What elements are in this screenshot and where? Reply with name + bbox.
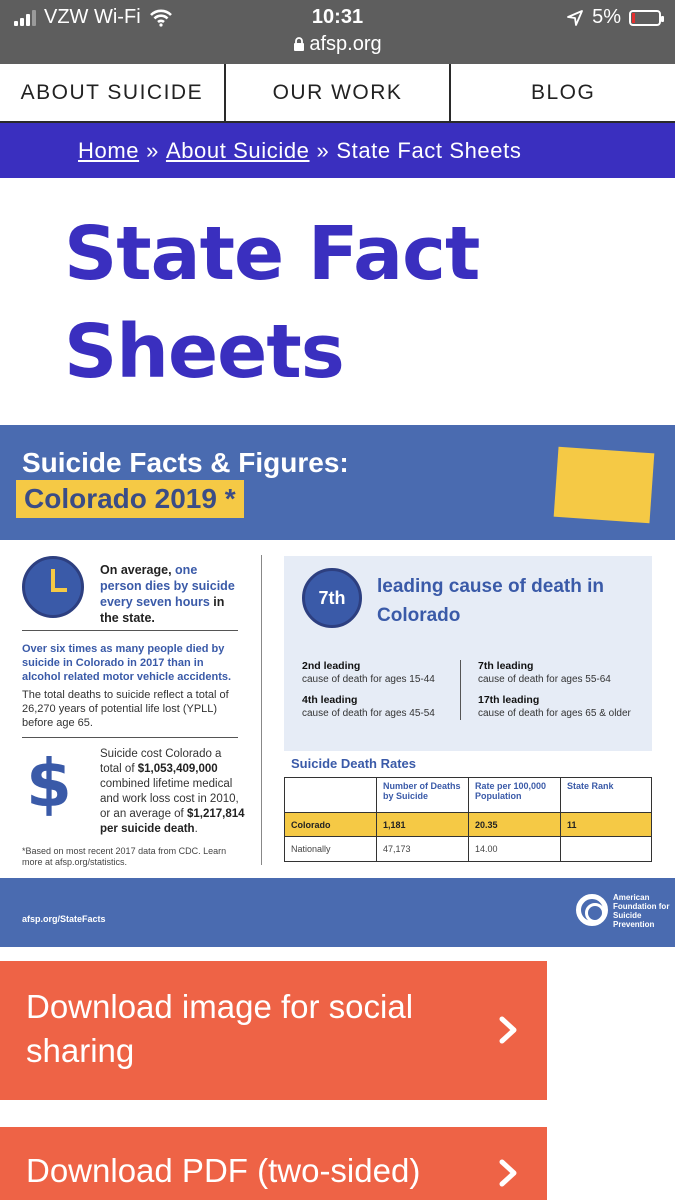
status-bar xyxy=(0,0,675,64)
table-cell: 14.00 xyxy=(469,837,561,862)
facts-column xyxy=(0,540,262,880)
cost-fact: Suicide cost Colorado a total of $1,053,409,000 combined lifetime medical and work loss cost in 2010, or an average of $1,217,814 per suicide death. xyxy=(100,748,245,835)
breadcrumb-separator: » xyxy=(146,137,159,163)
download-image-button[interactable] xyxy=(0,961,547,1100)
table-header xyxy=(285,778,377,813)
rank-box xyxy=(284,556,652,751)
chevron-right-icon xyxy=(494,1159,522,1187)
breadcrumb-about-link[interactable]: About Suicide xyxy=(165,137,310,163)
rank-item: 2nd leading cause of death for ages 15-44 xyxy=(302,660,435,685)
column-divider xyxy=(261,555,262,865)
rank-item: 4th leading cause of death for ages 45-54 xyxy=(302,694,435,719)
nav-item-blog[interactable]: BLOG xyxy=(449,64,675,121)
infographic-header xyxy=(0,425,675,540)
divider xyxy=(22,737,238,738)
page-title: State Fact Sheets xyxy=(64,211,480,395)
infographic-heading: Suicide Facts & Figures: xyxy=(22,447,349,478)
divider xyxy=(22,630,238,631)
main-nav xyxy=(0,64,675,123)
chevron-right-icon xyxy=(494,1016,522,1044)
table-header: State Rank xyxy=(561,778,652,813)
ypll-fact: The total deaths to suicide reflect a total of 26,270 years of potential life lost (YPLL) before age 65. xyxy=(22,689,229,729)
download-pdf-button[interactable] xyxy=(0,1127,547,1200)
dollar-icon: $ xyxy=(26,745,72,822)
breadcrumb-separator: » xyxy=(316,137,330,163)
clock-time: 10:31 xyxy=(311,6,364,28)
breadcrumb xyxy=(0,123,675,178)
nav-item-about-suicide[interactable]: ABOUT SUICIDE xyxy=(20,80,204,104)
status-right xyxy=(566,6,661,29)
colorado-map-icon xyxy=(554,447,655,524)
rank-badge: 7th xyxy=(302,568,362,628)
location-arrow-icon xyxy=(566,9,584,27)
download-image-label: Download image for social sharing xyxy=(26,988,414,1069)
table-cell: Nationally xyxy=(285,837,377,862)
download-pdf-label: Download PDF (two-sided) xyxy=(26,1152,421,1189)
rates-title: Suicide Death Rates xyxy=(291,756,416,771)
table-header-row xyxy=(285,778,652,813)
comparison-fact: Over six times as many people died by suicide in Colorado in 2017 than in alcohol related motor vehicle accidents. xyxy=(22,643,232,683)
rates-table xyxy=(284,777,652,862)
rank-item: 7th leading cause of death for ages 55-64 xyxy=(478,660,611,685)
table-row xyxy=(285,837,652,862)
breadcrumb-current: State Fact Sheets xyxy=(336,137,522,163)
fact-sheet-infographic[interactable] xyxy=(0,425,675,947)
table-cell: Colorado xyxy=(285,813,377,837)
table-cell: 20.35 xyxy=(469,813,561,837)
url-text: afsp.org xyxy=(309,33,382,55)
clock-icon xyxy=(22,556,84,618)
table-header: Number of Deaths by Suicide xyxy=(377,778,469,813)
footnote: *Based on most recent 2017 data from CDC. Learn more at afsp.org/statistics. xyxy=(22,846,227,867)
table-row xyxy=(285,813,652,837)
afsp-org-name: American Foundation for Suicide Prevention xyxy=(613,893,670,929)
clock-fact: On average, one person dies by suicide every seven hours in the state. xyxy=(100,563,235,625)
infographic-footer xyxy=(0,878,675,947)
afsp-logo-icon xyxy=(576,894,608,926)
infographic-subheading: Colorado 2019 * xyxy=(16,480,244,518)
rank-title: leading cause of death in Colorado xyxy=(377,576,604,626)
lock-icon xyxy=(293,37,305,51)
rank-item: 17th leading cause of death for ages 65 & older xyxy=(478,694,631,719)
battery-icon xyxy=(629,10,661,26)
nav-item-our-work[interactable]: OUR WORK xyxy=(224,64,450,121)
rank-divider xyxy=(460,660,461,720)
table-cell: 11 xyxy=(561,813,652,837)
table-cell xyxy=(561,837,652,862)
table-cell: 47,173 xyxy=(377,837,469,862)
url-bar[interactable] xyxy=(0,33,675,56)
breadcrumb-home-link[interactable]: Home xyxy=(78,137,140,163)
table-cell: 1,181 xyxy=(377,813,469,837)
battery-percent: 5% xyxy=(592,6,621,28)
footer-site-url: afsp.org/StateFacts xyxy=(22,914,106,924)
table-header: Rate per 100,000 Population xyxy=(469,778,561,813)
carrier-label: VZW Wi-Fi xyxy=(44,6,141,28)
